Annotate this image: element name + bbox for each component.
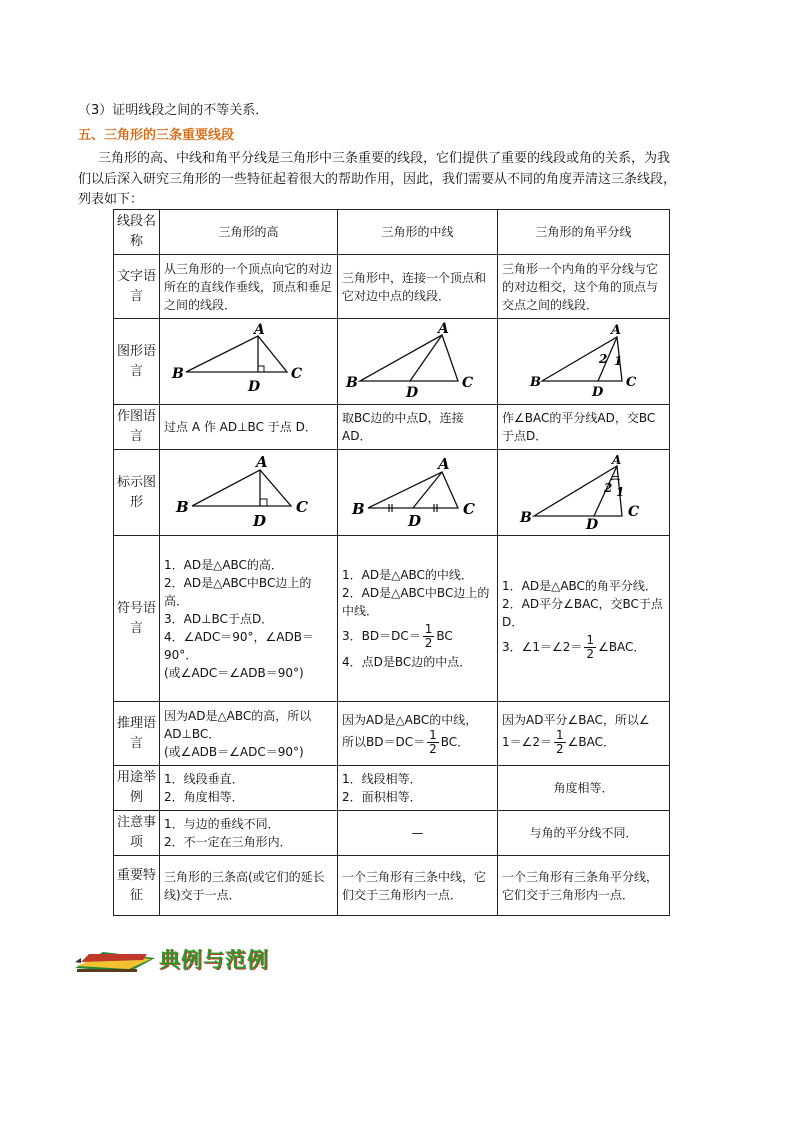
label-b: B: [530, 375, 541, 390]
use-height-2: 2．角度相等．: [164, 790, 244, 804]
symbol-height-3: 3．AD⊥BC于点D．: [164, 611, 274, 626]
row-label-text: 文字语言: [114, 255, 160, 319]
angle-2-label: 2: [599, 352, 608, 366]
symbol-median-3-suffix: BC: [436, 629, 453, 643]
symbol-bisector-2: 2．AD平分∠BAC，交BC于点D．: [502, 596, 663, 629]
reason-median-1: 因为AD是△ABC的中线，: [342, 713, 478, 727]
marked-bisector-figure: [498, 450, 669, 530]
half-fraction: $\frac{1}{2}$: [586, 632, 595, 661]
row-label-figure: 图形语言: [114, 319, 160, 405]
height-triangle-figure: [160, 319, 337, 399]
label-c: C: [626, 375, 637, 390]
half-fraction: $\frac{1}{2}$: [429, 728, 437, 756]
reason-bisector-1: 因为AD平分∠BAC，所以∠: [502, 713, 650, 727]
angle-1-label: 1: [616, 485, 625, 499]
symbol-height-2: 2．AD是△ABC中BC边上的高．: [164, 575, 312, 608]
text-median: 三角形中，连接一个顶点和它对边中点的线段．: [338, 255, 498, 319]
half-fraction: $\frac{1}{2}$: [556, 728, 564, 756]
label-a: A: [438, 321, 449, 337]
header-height: 三角形的高: [160, 210, 338, 255]
figure-height: [160, 319, 338, 405]
symbol-median-3: [342, 623, 493, 650]
label-d: D: [408, 512, 422, 530]
note-height: [160, 811, 338, 856]
intro-paragraph-line-2: 们以后深入研究三角形的一些特征起着很大的帮助作用，因此，我们需要从不同的角度弄清这三条线段，: [78, 172, 677, 187]
feature-median: 一个三角形有三条中线，它们交于三角形内一点．: [338, 856, 498, 916]
text-language-row: [114, 255, 670, 319]
label-a: A: [254, 322, 265, 338]
use-height-1: 1．线段垂直．: [164, 772, 244, 786]
symbol-height-1: 1．AD是△ABC的高．: [164, 557, 283, 572]
draw-bisector: 作∠BAC的平分线AD，交BC于点D．: [498, 405, 670, 450]
label-d: D: [586, 517, 599, 530]
label-d: D: [406, 385, 419, 399]
use-median-2: 2．面积相等．: [342, 790, 422, 804]
symbol-bisector: [498, 536, 670, 702]
symbol-median-1: 1．AD是△ABC的中线．: [342, 568, 473, 582]
label-b: B: [520, 510, 532, 526]
row-label-features: 重要特征: [114, 856, 160, 916]
feature-bisector: 一个三角形有三条角平分线，它们交于三角形内一点．: [498, 856, 670, 916]
pencil-book-icon: [73, 944, 157, 974]
label-a: A: [612, 453, 622, 467]
reason-bisector-2-suffix: ∠BAC．: [567, 735, 616, 749]
note-height-1: 1．与边的垂线不同．: [164, 817, 280, 831]
use-median-1: 1．线段相等．: [342, 772, 422, 786]
usage-row: [114, 766, 670, 811]
label-a: A: [256, 453, 268, 471]
marked-height: [160, 450, 338, 536]
label-c: C: [462, 375, 474, 391]
notes-row: [114, 811, 670, 856]
row-label-notes: 注意事项: [114, 811, 160, 856]
marked-figure-row: [114, 450, 670, 536]
three-segments-table: [113, 209, 670, 916]
reason-bisector-2: [502, 729, 665, 756]
marked-median: [338, 450, 498, 536]
text-height: 从三角形的一个顶点向它的对边所在的直线作垂线，顶点和垂足之间的线段．: [160, 255, 338, 319]
header-bisector: 三角形的角平分线: [498, 210, 670, 255]
median-triangle-figure: [338, 319, 497, 399]
symbol-bisector-3: [502, 634, 665, 661]
intro-paragraph-line-1: 三角形的高、中线和角平分线是三角形中三条重要的线段，它们提供了重要的线段或角的关系，为我: [98, 151, 671, 166]
symbol-height: [160, 536, 338, 702]
row-label-reasoning: 推理语言: [114, 702, 160, 766]
label-d: D: [592, 385, 604, 399]
reason-height-2: (或∠ADB＝∠ADC＝90°): [164, 744, 304, 759]
note-height-2: 2．不一定在三角形内．: [164, 835, 292, 849]
label-d: D: [253, 512, 267, 530]
label-a: A: [438, 455, 450, 473]
drawing-language-row: [114, 405, 670, 450]
row-label-marked: 标示图形: [114, 450, 160, 536]
symbol-median: [338, 536, 498, 702]
features-row: [114, 856, 670, 916]
reasoning-language-row: [114, 702, 670, 766]
reason-height: [160, 702, 338, 766]
reason-height-1: 因为AD是△ABC的高，所以AD⊥BC．: [164, 708, 312, 741]
reason-median-2-prefix: 所以BD＝DC＝: [342, 735, 426, 749]
marked-median-figure: [338, 450, 497, 530]
marked-bisector: [498, 450, 670, 536]
half-fraction: $\frac{1}{2}$: [424, 622, 433, 650]
draw-median: 取BC边的中点D，连接AD．: [338, 405, 498, 450]
label-b: B: [352, 500, 365, 518]
note-median: —: [338, 811, 498, 856]
figure-median: [338, 319, 498, 405]
label-b: B: [176, 498, 189, 516]
note-bisector: 与角的平分线不同．: [498, 811, 670, 856]
symbol-bisector-3-suffix: ∠BAC．: [598, 639, 646, 654]
intro-paragraph-line-3: 列表如下：: [78, 192, 144, 207]
header-median: 三角形的中线: [338, 210, 498, 255]
angle-2-label: 2: [604, 481, 613, 495]
figure-language-row: [114, 319, 670, 405]
angle-1-label: 1: [614, 354, 623, 368]
reason-median: [338, 702, 498, 766]
symbol-median-3-prefix: 3．BD＝DC＝: [342, 629, 421, 643]
row-label-usage: 用途举例: [114, 766, 160, 811]
symbol-bisector-3-prefix: 3．∠1＝∠2＝: [502, 639, 583, 654]
label-a: A: [611, 323, 622, 338]
label-b: B: [346, 375, 358, 391]
figure-bisector: [498, 319, 670, 405]
reason-median-2: [342, 729, 493, 756]
reason-median-2-suffix: BC．: [440, 735, 470, 749]
label-d: D: [248, 379, 261, 395]
label-c: C: [296, 498, 308, 516]
reason-bisector: [498, 702, 670, 766]
use-height: [160, 766, 338, 811]
use-bisector: 角度相等．: [498, 766, 670, 811]
use-median: [338, 766, 498, 811]
label-c: C: [628, 504, 640, 520]
row-label-drawing: 作图语言: [114, 405, 160, 450]
symbol-language-row: [114, 536, 670, 702]
symbol-bisector-1: 1．AD是△ABC的角平分线．: [502, 578, 657, 593]
row-label-symbol: 符号语言: [114, 536, 160, 702]
symbol-height-4: 4．∠ADC＝90°，∠ADB＝90°．: [164, 629, 314, 662]
feature-height: 三角形的三条高(或它们的延长线)交于一点．: [160, 856, 338, 916]
label-c: C: [463, 500, 475, 518]
label-c: C: [291, 366, 303, 382]
label-b: B: [172, 366, 184, 382]
section-heading: 五、三角形的三条重要线段: [78, 128, 235, 143]
symbol-median-2: 2．AD是△ABC中BC边上的中线．: [342, 586, 490, 618]
examples-section-logo: [73, 944, 269, 974]
symbol-height-5: (或∠ADC＝∠ADB＝90°): [164, 665, 304, 680]
draw-height: 过点 A 作 AD⊥BC 于点 D．: [160, 405, 338, 450]
text-bisector: 三角形一个内角的平分线与它的对边相交，这个角的顶点与交点之间的线段．: [498, 255, 670, 319]
header-label: 线段名称: [114, 210, 160, 255]
symbol-median-4: 4．点D是BC边的中点．: [342, 655, 472, 669]
bisector-triangle-figure: [498, 319, 669, 399]
examples-heading: 典例与范例: [159, 947, 269, 972]
marked-height-figure: [160, 450, 337, 530]
reason-bisector-2-prefix: 1＝∠2＝: [502, 735, 553, 749]
proof-item-3: （3）证明线段之间的不等关系．: [78, 103, 269, 118]
header-row: [114, 210, 670, 255]
